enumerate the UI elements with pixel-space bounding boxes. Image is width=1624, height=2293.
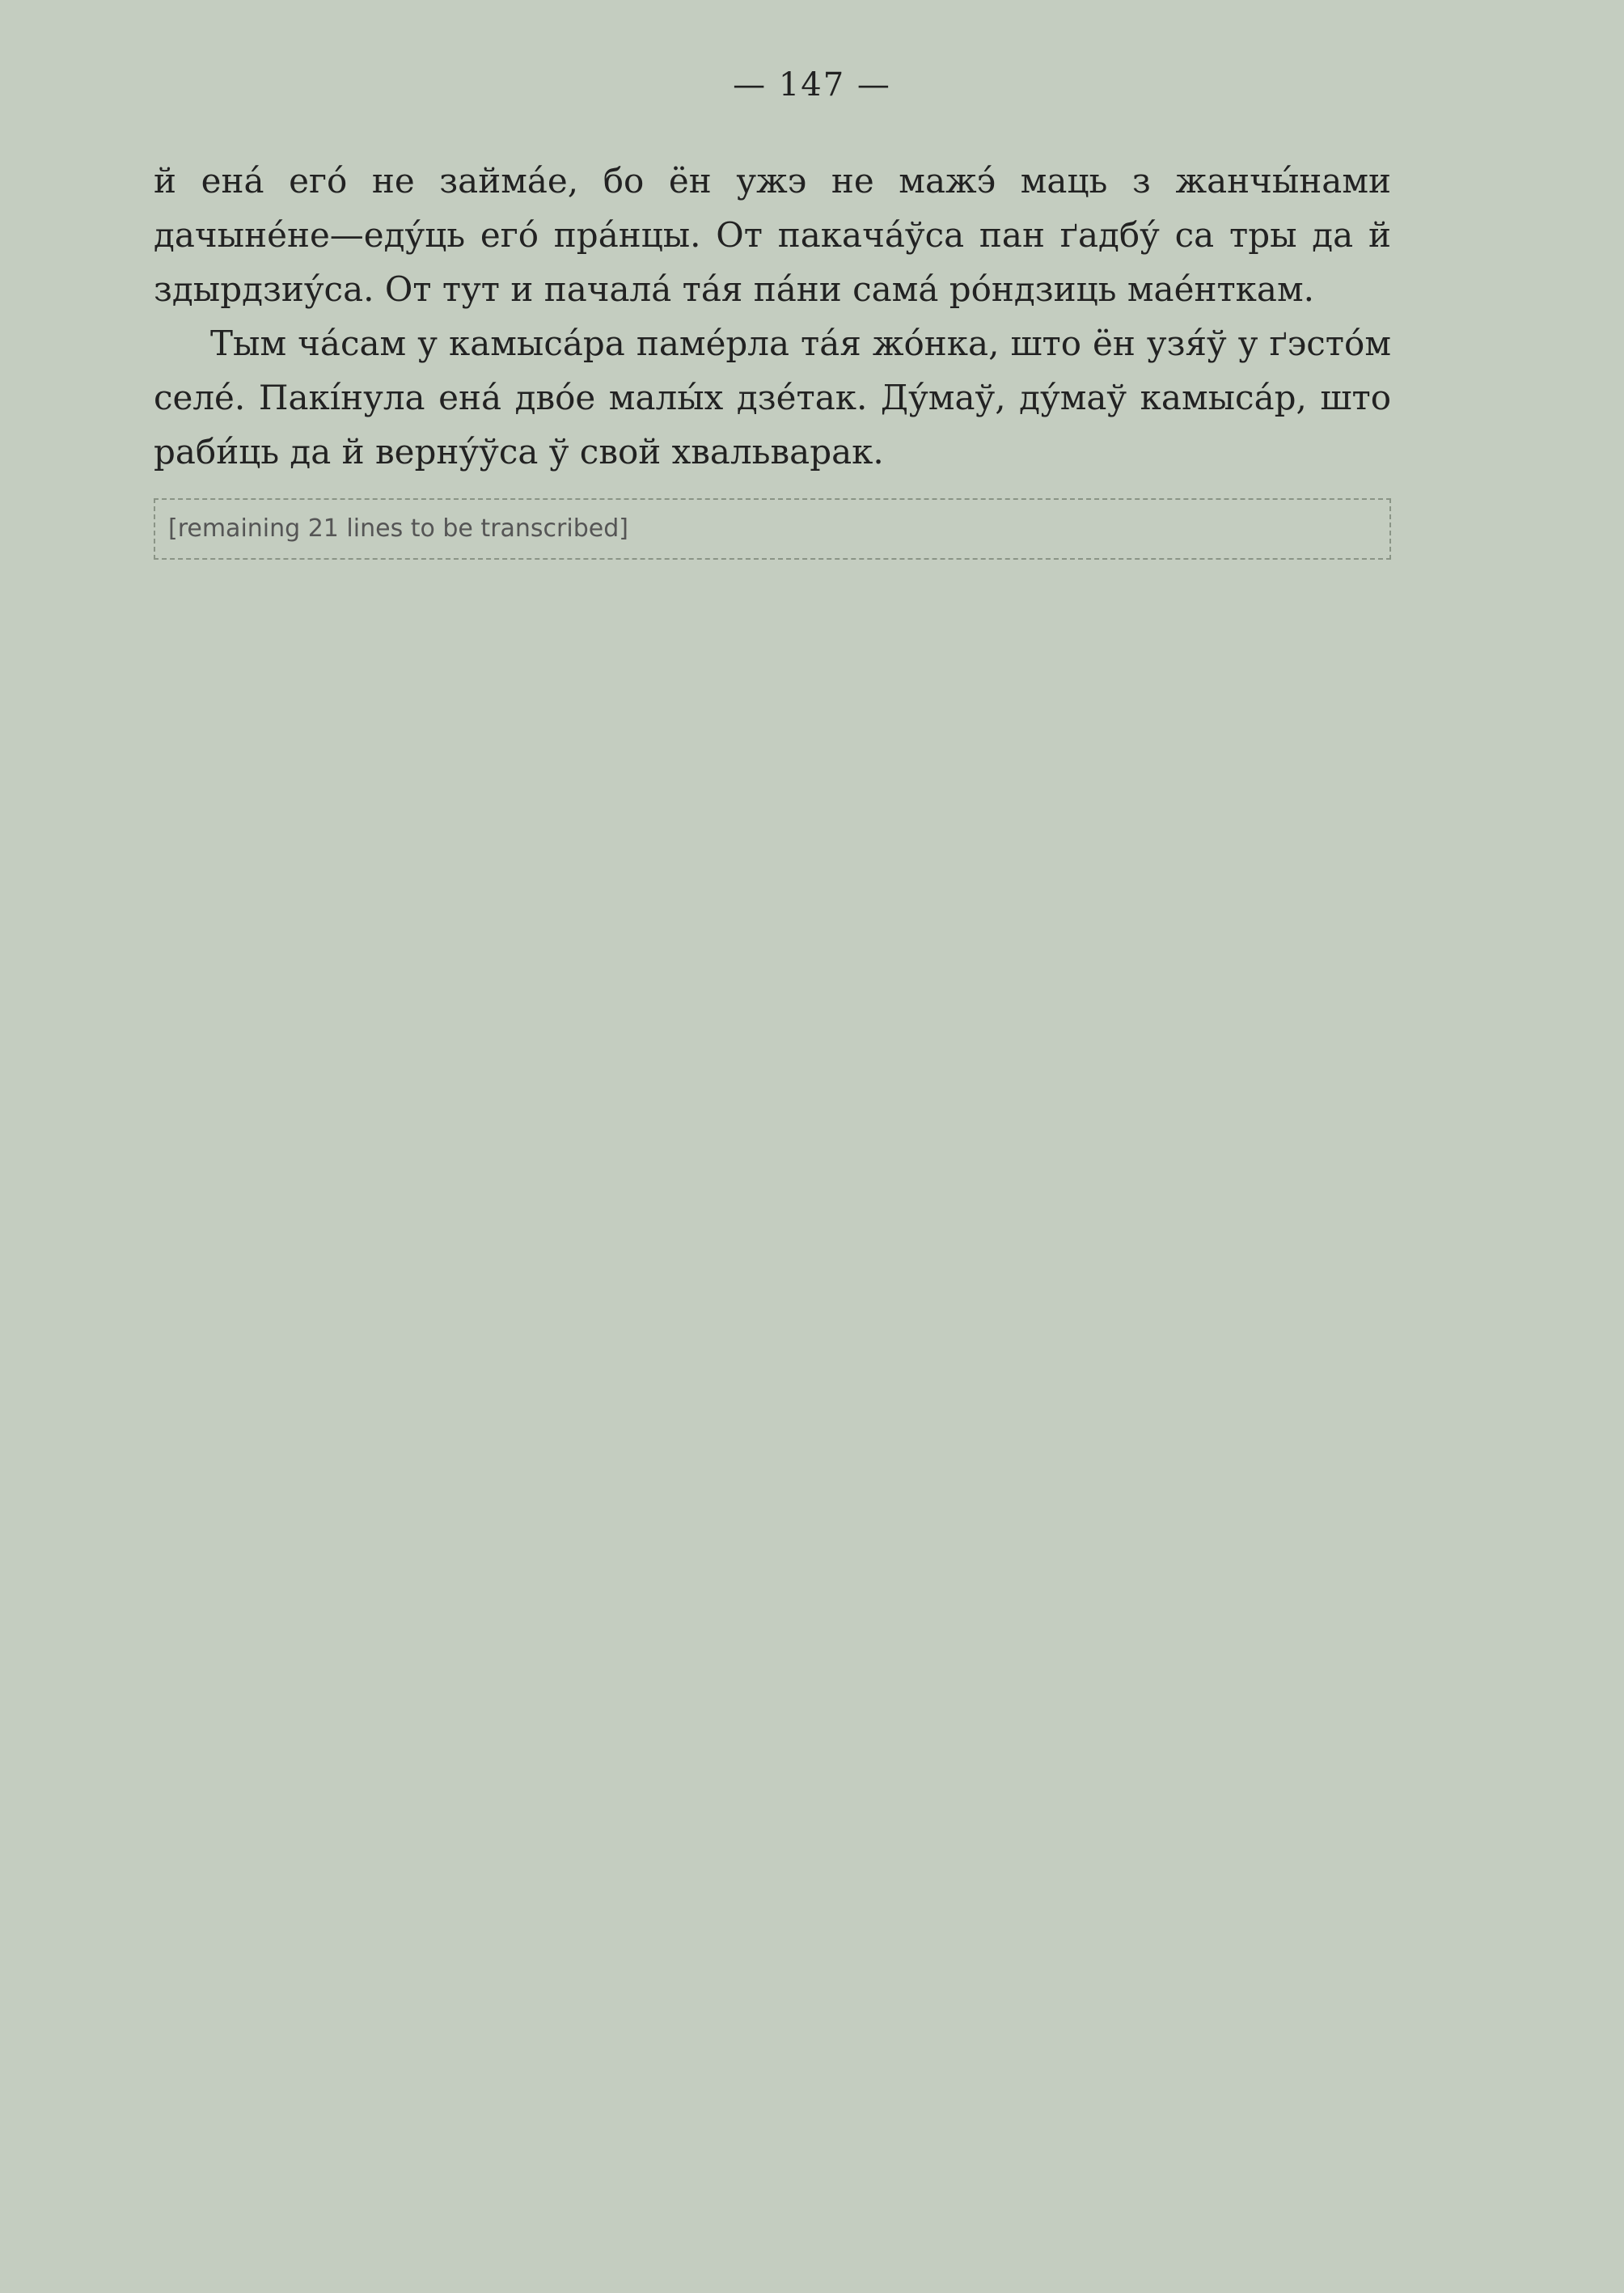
body-text — [154, 154, 1391, 560]
paragraph-2: Тым ча́сам у камыса́ра памéрла та́я жóнка, што ён узя́ў у ґэстóм селé. Пакíнула ена́ двóе малы́х дзéтак. Ду́маў, ду́маў камыса́р, што раби́ць да й верну́ўса ў свой хвальварак. — [154, 324, 1391, 472]
paragraph-1: й ена́ его́ не займа́е, бо ён ужэ не мажэ́ маць з жанчы́нами дачынéне—еду́ць его́ пра́нцы. От пакача́ўса пан ґадбу́ са тры да й здырдзиу́са. От тут и пачала́ та́я па́ни сама́ рóндзиць маéнткам. — [154, 161, 1391, 309]
remaining-lines-placeholder: [remaining 21 lines to be transcribed] — [154, 498, 1391, 560]
page-number: — 147 — — [733, 66, 891, 104]
